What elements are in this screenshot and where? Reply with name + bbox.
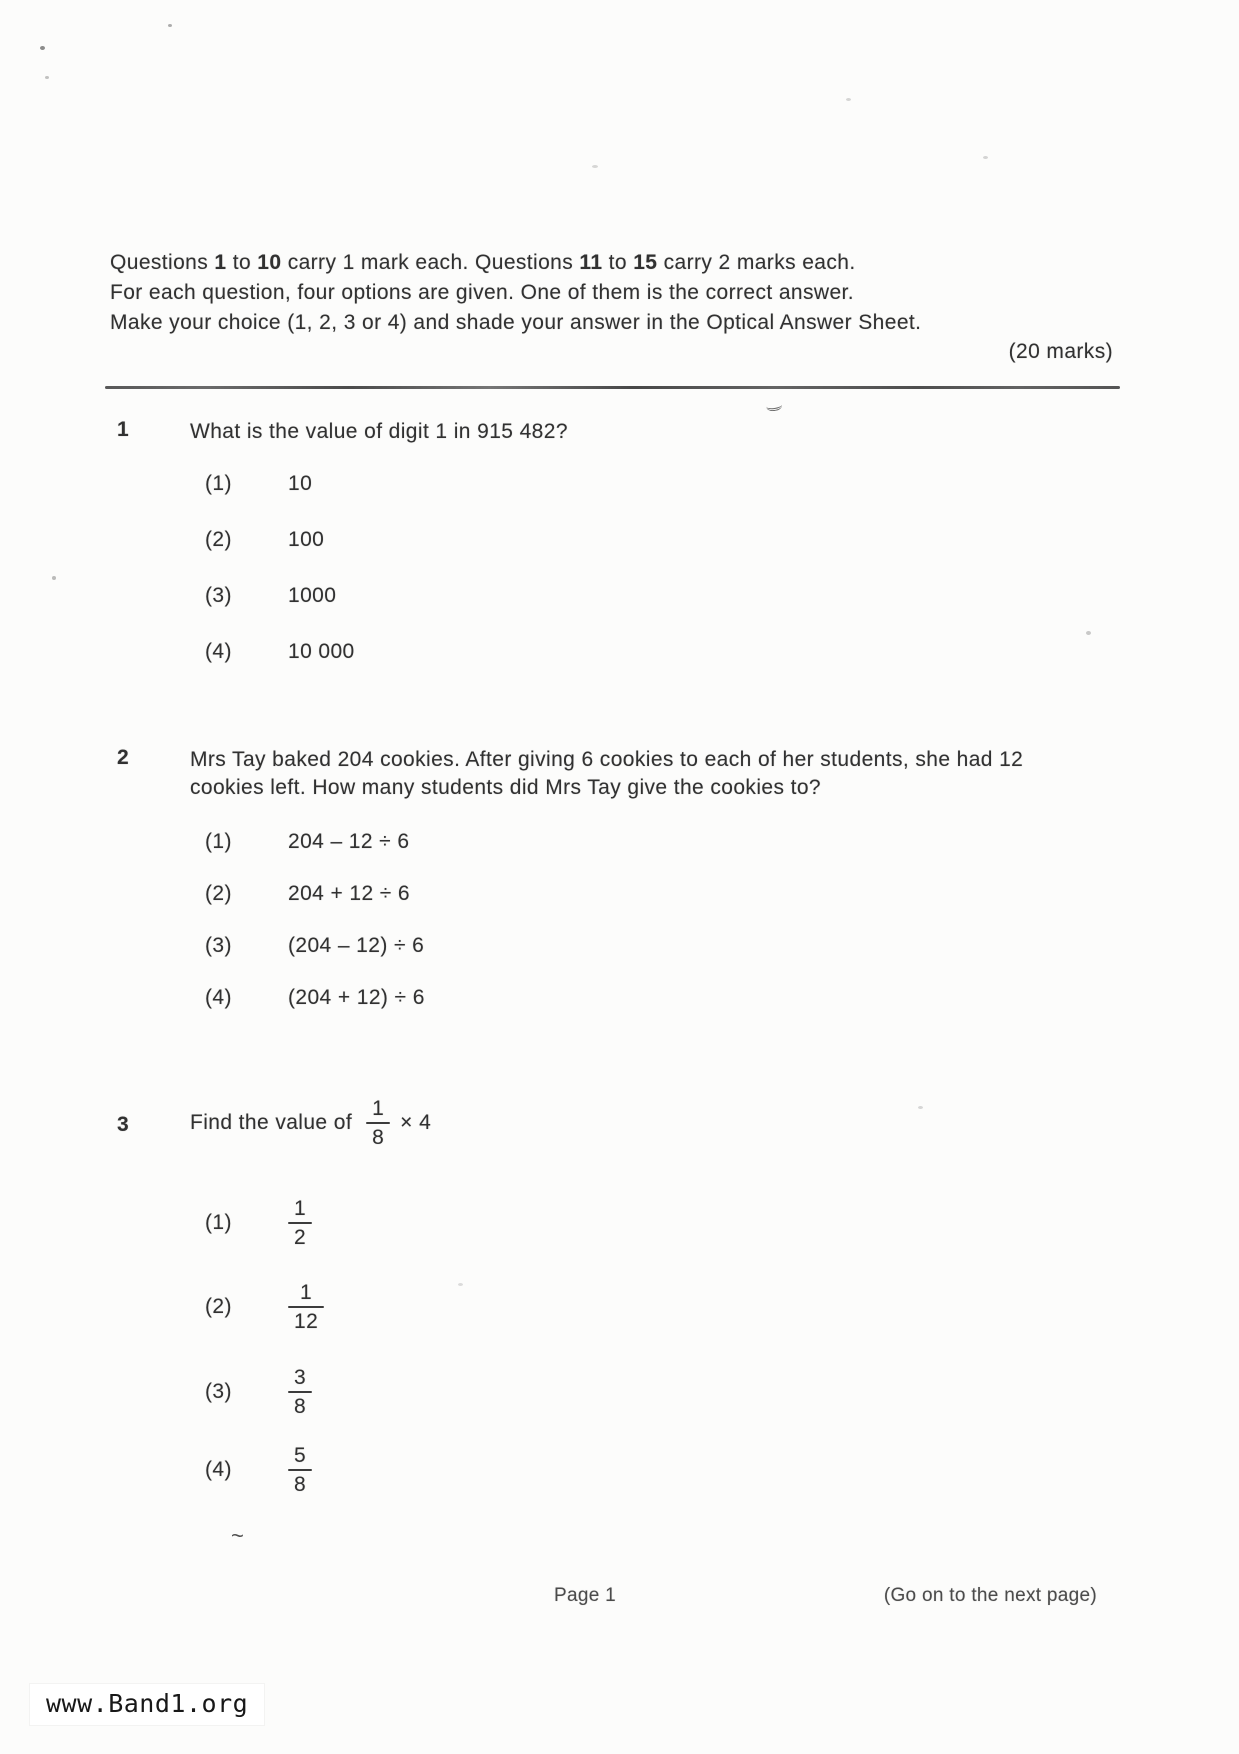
option-row [205,1363,312,1421]
instr-seg-bold: 15 [633,251,658,274]
option-row [205,986,425,1010]
instr-seg-bold: 1 [214,251,227,274]
instructions [110,248,1120,338]
question-1-text: What is the value of digit 1 in 915 482? [190,420,568,443]
scan-speck [983,156,988,159]
fraction-denominator: 8 [372,1126,385,1150]
question-2-number: 2 [117,746,130,769]
fraction-numerator: 5 [294,1443,307,1467]
question-3-suffix: × 4 [400,1111,432,1134]
option-row [205,584,336,608]
question-3-text [190,1094,431,1152]
scan-tilde-mark: ~ [231,1523,244,1548]
fraction [288,1281,324,1334]
instr-seg-bold: 11 [579,251,603,274]
option-label: (4) [205,986,232,1009]
question-3-number: 3 [117,1113,130,1136]
watermark: www.Band1.org [30,1684,264,1725]
scan-speck [458,1283,463,1286]
scan-speck [846,98,851,101]
section-divider [105,386,1120,389]
fraction [288,1366,312,1419]
question-2-text: Mrs Tay baked 204 cookies. After giving 6 cookies to each of her students, she had 12 cookies left. How many students did Mrs Tay give the cookies to? [190,748,1024,799]
instr-seg: Questions [110,251,215,274]
option-value: (204 – 12) ÷ 6 [288,934,425,957]
fraction [366,1097,390,1150]
option-value: 1000 [288,584,337,607]
option-value: 10 000 [288,640,355,663]
option-row [205,528,324,552]
option-row [205,882,410,906]
option-value: 100 [288,528,325,551]
instructions-line-1 [110,248,1120,278]
scan-speck [592,165,598,168]
option-label: (2) [205,882,232,905]
option-row [205,1278,324,1336]
option-label: (1) [205,472,232,495]
fraction-numerator: 1 [294,1196,307,1220]
instructions-line-2: For each question, four options are given. One of them is the correct answer. [110,281,855,304]
fraction-numerator: 1 [372,1096,385,1120]
option-row [205,640,355,664]
instr-seg: to [226,251,258,274]
option-label: (1) [205,1211,232,1234]
scan-speck [45,76,49,79]
option-label: (4) [205,1458,232,1481]
fraction-numerator: 1 [300,1280,313,1304]
option-label: (1) [205,830,232,853]
option-label: (3) [205,934,232,957]
fraction [288,1197,312,1250]
option-label: (3) [205,1380,232,1403]
scan-squiggle [765,398,782,412]
question-1-number: 1 [117,418,130,441]
fraction-denominator: 2 [294,1226,307,1250]
option-label: (2) [205,528,232,551]
fraction-denominator: 8 [294,1395,307,1419]
option-row [205,830,409,854]
option-value: 10 [288,472,313,495]
scan-speck [52,576,56,580]
question-3-prefix: Find the value of [190,1111,353,1134]
option-row [205,1194,312,1252]
option-value: 204 – 12 ÷ 6 [288,830,410,853]
option-label: (2) [205,1295,232,1318]
marks-note: (20 marks) [1008,340,1113,363]
option-value: 204 + 12 ÷ 6 [288,882,411,905]
fraction [288,1444,312,1497]
next-page-note: (Go on to the next page) [883,1585,1097,1606]
instr-seg: carry 2 marks each. [657,251,856,274]
instr-seg: to [602,251,634,274]
option-label: (4) [205,640,232,663]
scan-speck [40,46,45,50]
instructions-line-3: Make your choice (1, 2, 3 or 4) and shade your answer in the Optical Answer Sheet. [110,311,922,334]
scan-speck [1086,631,1091,635]
fraction-denominator: 12 [294,1310,319,1334]
scan-speck [168,24,172,27]
instr-seg: carry 1 mark each. Questions [281,251,580,274]
page-number: Page 1 [553,1585,617,1606]
instr-seg-bold: 10 [257,251,282,274]
option-row [205,1441,312,1499]
option-value: (204 + 12) ÷ 6 [288,986,425,1009]
fraction-denominator: 8 [294,1473,307,1497]
option-row [205,472,312,496]
fraction-numerator: 3 [294,1365,307,1389]
option-row [205,934,424,958]
option-label: (3) [205,584,232,607]
scan-speck [918,1106,923,1109]
